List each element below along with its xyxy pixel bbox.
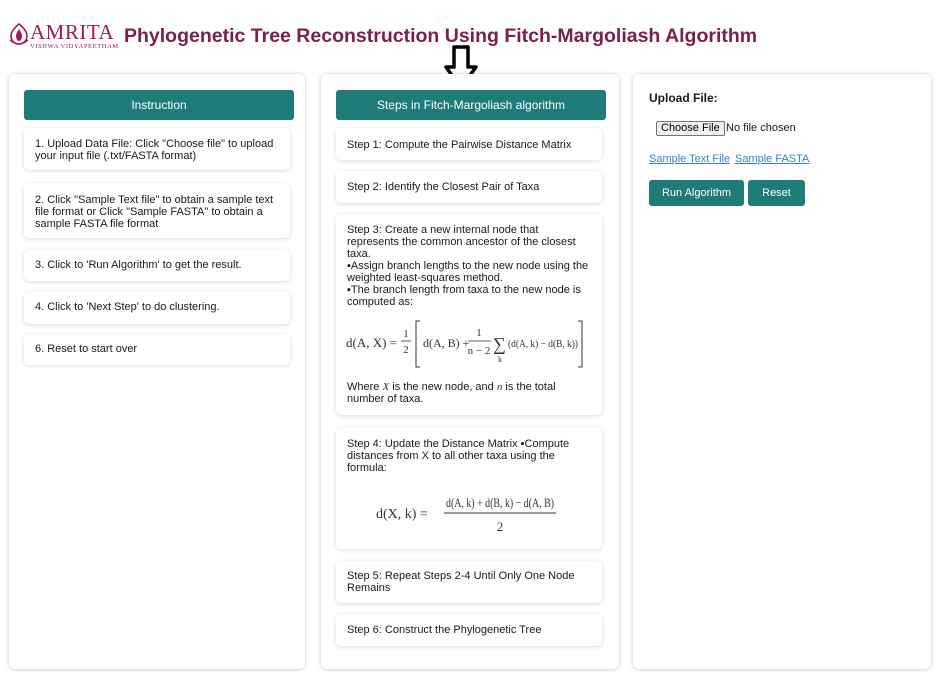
step-3-bullet-1: ▪Assign branch lengths to the new node using the weighted least-squares method. <box>347 260 589 284</box>
instruction-panel-title: Instruction <box>24 90 294 120</box>
file-status-text: No file chosen <box>726 122 796 134</box>
instruction-panel <box>9 74 305 669</box>
upload-panel <box>633 74 931 669</box>
formula1-term2: (d(A, k) − d(B, k)) <box>508 338 579 350</box>
choose-file-button[interactable]: Choose File <box>656 121 725 136</box>
step-3-intro: Step 3: Create a new internal node that represents the common ancestor of the closest taxa. <box>347 224 576 260</box>
instruction-item-1: 1. Upload Data File: Click "Choose file" to upload your input file (.txt/FASTA format) <box>24 128 290 170</box>
formula1-frac-den: n − 2 <box>467 345 491 357</box>
step-3-card <box>336 214 602 415</box>
amrita-logo[interactable] <box>8 20 119 54</box>
where-mid: is the new node, and <box>389 381 497 393</box>
logo-subtitle: VISHWA VIDYAPEETHAM <box>30 43 119 50</box>
formula1-term1: d(A, B) + <box>423 336 470 350</box>
steps-panel <box>321 74 619 669</box>
sample-fasta-link[interactable]: Sample FASTA <box>735 153 810 165</box>
step-5-card: Step 5: Repeat Steps 2-4 Until Only One Node Remains <box>336 561 602 603</box>
reset-button[interactable]: Reset <box>748 180 805 206</box>
step-4-card <box>336 428 602 549</box>
instruction-item-4: 4. Click to 'Next Step' to do clustering. <box>24 292 290 324</box>
where-suffix: is the total number of taxa. <box>347 381 556 405</box>
sample-text-file-link[interactable]: Sample Text File <box>649 153 731 165</box>
where-prefix: Where <box>347 381 383 393</box>
steps-panel-title: Steps in Fitch-Margoliash algorithm <box>336 90 606 120</box>
branch-length-formula <box>346 317 586 371</box>
formula1-half-num: 1 <box>403 328 409 340</box>
run-algorithm-button[interactable]: Run Algorithm <box>649 180 744 206</box>
formula1-sum: ∑ <box>493 334 506 354</box>
step-3-where <box>347 381 592 405</box>
formula1-half-den: 2 <box>403 344 409 356</box>
header <box>0 0 945 70</box>
step-4-text: Step 4: Update the Distance Matrix ▪Compute distances from X to all other taxa using the formula: <box>347 438 570 474</box>
page-title: Phylogenetic Tree Reconstruction Using Fitch-Margoliash Algorithm <box>124 25 758 47</box>
formula1-sum-index: k <box>498 355 502 364</box>
logo-text: AMRITA <box>30 20 115 44</box>
where-var-x: X <box>382 381 390 393</box>
step-1-card: Step 1: Compute the Pairwise Distance Matrix <box>336 128 602 160</box>
step-2-card: Step 2: Identify the Closest Pair of Taxa <box>336 171 602 203</box>
where-var-n: n <box>496 381 503 393</box>
step-6-card: Step 6: Construct the Phylogenetic Tree <box>336 614 602 646</box>
amrita-emblem-icon <box>8 22 30 46</box>
instruction-item-2: 2. Click "Sample Text file" to obtain a sample text file format or Click "Sample FASTA" to obtain a sample FASTA file format <box>24 183 290 238</box>
upload-file-label: Upload File: <box>649 91 718 105</box>
instruction-item-6: 6. Reset to start over <box>24 334 290 365</box>
instruction-item-3: 3. Click to 'Run Algorithm' to get the result. <box>24 250 290 281</box>
step-3-bullet-2: ▪The branch length from taxa to the new node is computed as: <box>347 284 581 308</box>
formula1-lhs: d(A, X) = <box>346 335 398 350</box>
formula2-lhs: d(X, k) = <box>376 507 428 522</box>
formula1-frac-num: 1 <box>476 327 482 339</box>
formula2-denominator: 2 <box>496 519 504 534</box>
formula2-numerator: d(A, k) + d(B, k) − d(A, B) <box>446 495 554 510</box>
distance-update-formula <box>376 488 556 540</box>
